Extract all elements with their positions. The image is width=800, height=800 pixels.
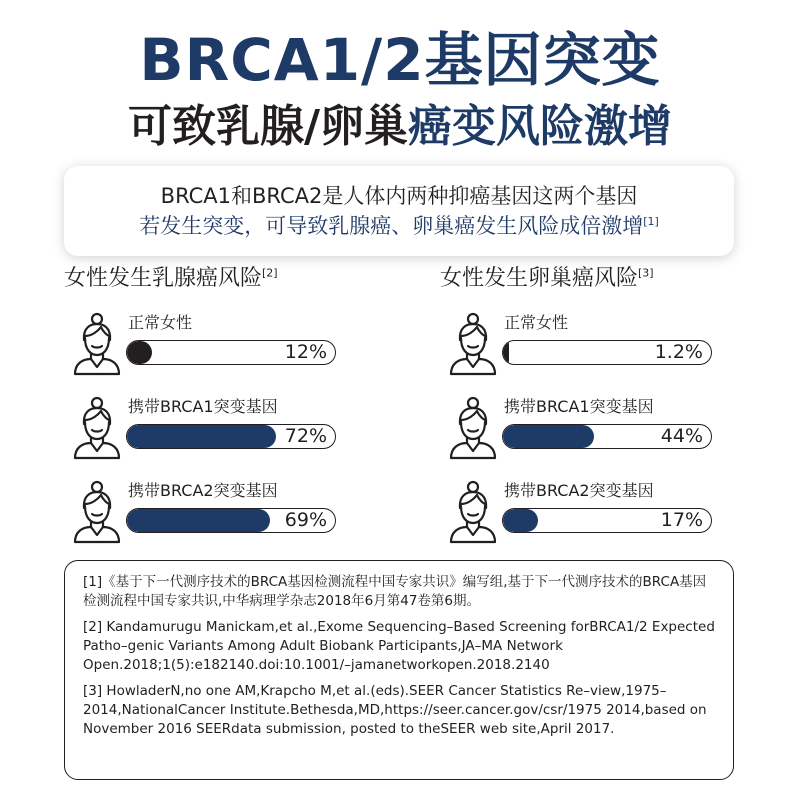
- intro-ref: [1]: [643, 215, 659, 228]
- woman-icon: [448, 480, 498, 544]
- risk-bar: [126, 508, 336, 533]
- risk-bar-fill: [127, 509, 270, 532]
- reference-3: [3] HowladerN,no one AM,Krapcho M,et al.(eds).SEER Cancer Statistics Re–view,1975–2014,NationalCancer Institute.Bethesda,MD,https://seer.cancer.gov/csr/1975 2014,based on November 2016 SEERdata submission, posted to theSEER web site,April 2017.: [83, 683, 707, 737]
- risk-row: [64, 480, 354, 550]
- risk-bar: [502, 508, 712, 533]
- page-title: BRCA1/2基因突变: [139, 26, 661, 94]
- risk-percent: 44%: [660, 425, 703, 447]
- risk-percent: 1.2%: [654, 341, 703, 363]
- intro-box: [64, 166, 734, 256]
- risk-bar: [502, 424, 712, 449]
- reference-1: [1]《基于下一代测序技术的BRCA基因检测流程中国专家共识》编写组,基于下一代测序技术的BRCA基因检测流程中国专家共识,中华病理学杂志2018年6月第47卷第6期。: [83, 574, 707, 609]
- woman-icon: [448, 396, 498, 460]
- intro-line-1: BRCA1和BRCA2是人体内两种抑癌基因这两个基因: [160, 184, 638, 208]
- breast-cancer-risk-panel: [64, 262, 354, 552]
- risk-row: [440, 480, 730, 550]
- page-subtitle: [0, 98, 800, 156]
- risk-row: [440, 312, 730, 382]
- risk-bar: [126, 424, 336, 449]
- references-box: [64, 560, 734, 780]
- intro-line-2-text: 若发生突变，可导致乳腺癌、卵巢癌发生风险成倍激增: [139, 214, 644, 238]
- woman-icon: [72, 480, 122, 544]
- risk-percent: 72%: [284, 425, 327, 447]
- intro-line-2: [64, 211, 734, 241]
- risk-label: 携带BRCA1突变基因: [128, 397, 278, 416]
- risk-row: [64, 312, 354, 382]
- risk-label: 正常女性: [504, 313, 569, 332]
- woman-icon: [72, 396, 122, 460]
- risk-bar-fill: [503, 509, 538, 532]
- subtitle-highlight-part: 癌变风险激增: [408, 101, 673, 152]
- risk-row: [64, 396, 354, 466]
- woman-icon: [72, 312, 122, 376]
- breast-panel-title: [64, 262, 354, 296]
- ovarian-ref: [3]: [638, 266, 654, 280]
- risk-percent: 17%: [660, 509, 703, 531]
- reference-2: [2] Kandamurugu Manickam,et al.,Exome Sequencing–Based Screening forBRCA1/2 Expected Patho–genic Variants Among Adult Biobank Participants,JA–MA Network Open.2018;1(5):e182140.doi:10.1001/–jamanetworkopen.2018.2140: [83, 619, 715, 673]
- risk-label: 正常女性: [128, 313, 193, 332]
- risk-bar-fill: [127, 341, 152, 364]
- woman-icon: [448, 312, 498, 376]
- breast-title-text: 女性发生乳腺癌风险: [64, 266, 263, 291]
- ovarian-cancer-risk-panel: [440, 262, 730, 552]
- risk-bar: [502, 340, 712, 365]
- risk-bar: [126, 340, 336, 365]
- subtitle-dark-part: 可致乳腺/卵巢: [127, 101, 409, 152]
- risk-label: 携带BRCA1突变基因: [504, 397, 654, 416]
- risk-percent: 12%: [284, 341, 327, 363]
- risk-bar-fill: [127, 425, 276, 448]
- ovarian-panel-title: [440, 262, 730, 296]
- breast-ref: [2]: [262, 266, 278, 280]
- risk-bar-fill: [503, 341, 509, 364]
- risk-percent: 69%: [284, 509, 327, 531]
- risk-label: 携带BRCA2突变基因: [504, 481, 654, 500]
- risk-bar-fill: [503, 425, 594, 448]
- risk-row: [440, 396, 730, 466]
- risk-label: 携带BRCA2突变基因: [128, 481, 278, 500]
- ovarian-title-text: 女性发生卵巢癌风险: [440, 266, 639, 291]
